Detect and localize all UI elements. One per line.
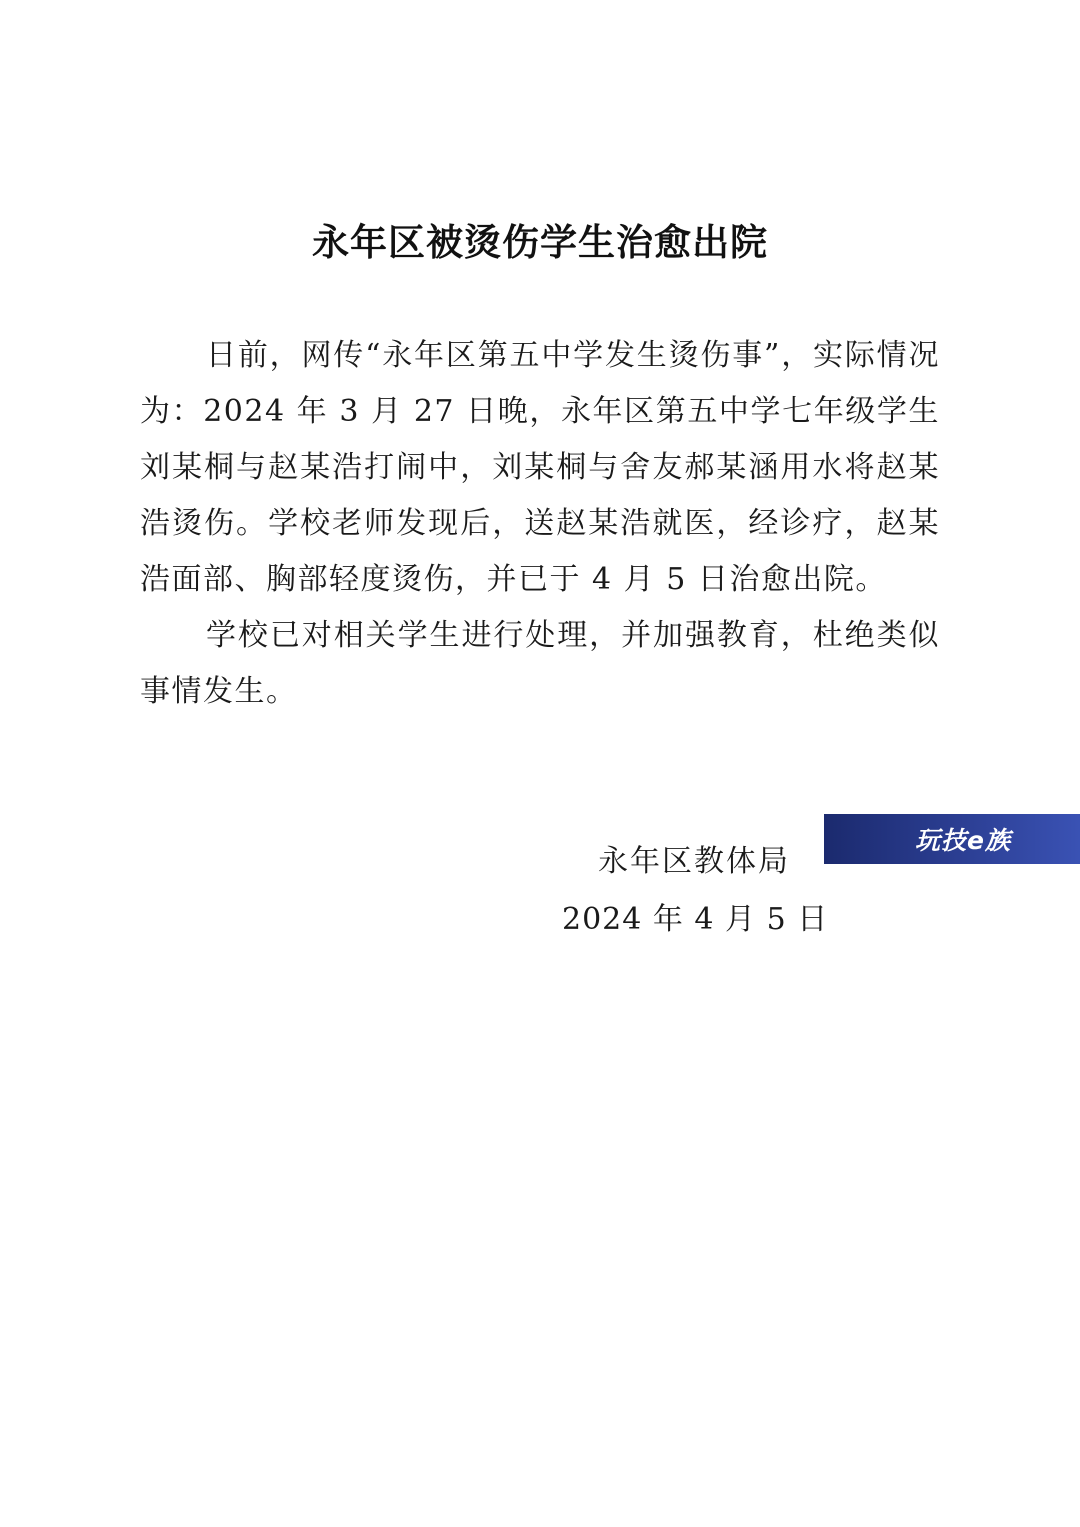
document-title: 永年区被烫伤学生治愈出院 <box>312 220 768 264</box>
body-paragraph-1: 日前，网传“永年区第五中学发生烫伤事”，实际情况为：2024 年 3 月 27 日晚，永年区第五中学七年级学生刘某桐与赵某浩打闹中，刘某桐与舍友郝某涵用水将赵某浩烫伤。学校老师发现后，送赵某浩就医，经诊疗，赵某浩面部、胸部轻度烫伤，并已于 4 月 5 日治愈出院。 <box>140 338 940 597</box>
body-paragraph-2: 学校已对相关学生进行处理，并加强教育，杜绝类似事情发生。 <box>140 618 940 709</box>
signature-date: 2024 年 4 月 5 日 <box>562 902 829 937</box>
watermark-text: 玩技e族 <box>915 826 1011 855</box>
watermark-logo <box>824 814 1080 864</box>
signature-organization: 永年区教体局 <box>598 844 790 879</box>
document-body <box>140 328 940 720</box>
